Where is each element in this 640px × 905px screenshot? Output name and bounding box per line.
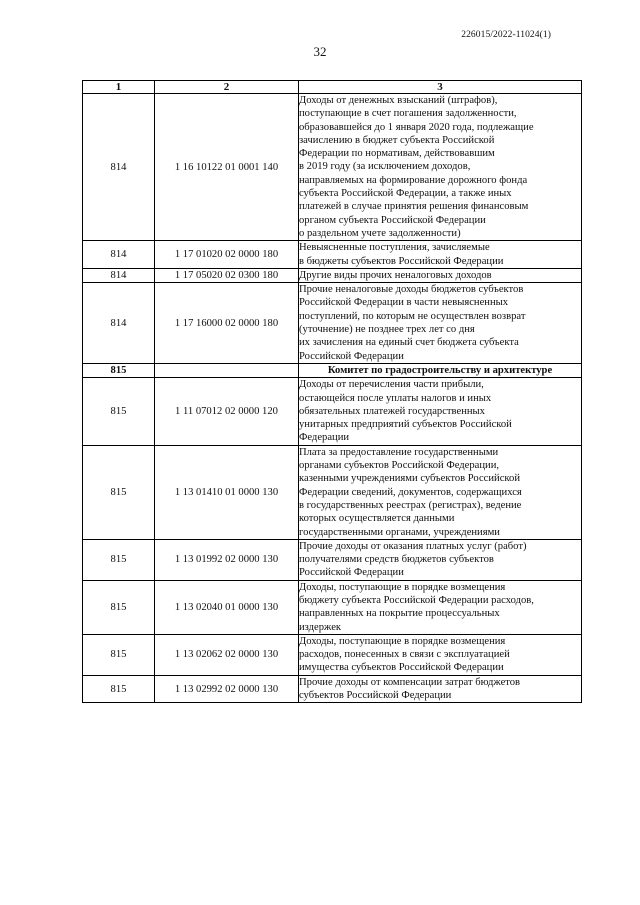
- income-name-cell: Доходы, поступающие в порядке возмещения бюджету субъекта Российской Федерации расходов, направленных на покрытие процессуальных издержек: [299, 580, 582, 634]
- admin-code-cell: 815: [83, 675, 155, 703]
- income-name-cell: Доходы от перечисления части прибыли, остающейся после уплаты налогов и иных обязательных платежей государственных унитарных предприятий субъектов Российской Федерации: [299, 378, 582, 445]
- table-body: [83, 94, 582, 703]
- budget-code-cell: 1 17 16000 02 0000 180: [155, 283, 299, 364]
- admin-code-cell: 815: [83, 378, 155, 445]
- section-header-row: [83, 363, 582, 377]
- budget-code-cell: 1 13 02040 01 0000 130: [155, 580, 299, 634]
- admin-code-cell: 815: [83, 445, 155, 539]
- income-name-cell: Доходы, поступающие в порядке возмещения расходов, понесенных в связи с эксплуатацией имущества субъектов Российской Федерации: [299, 634, 582, 675]
- table-row: [83, 539, 582, 580]
- header-col-3: 3: [299, 81, 582, 94]
- table-row: [83, 634, 582, 675]
- budget-code-cell: 1 16 10122 01 0001 140: [155, 94, 299, 241]
- admin-code-cell: 814: [83, 268, 155, 282]
- budget-code-cell: 1 11 07012 02 0000 120: [155, 378, 299, 445]
- admin-code-cell: 815: [83, 363, 155, 377]
- income-name-cell: Доходы от денежных взысканий (штрафов), поступающие в счет погашения задолженности, образовавшейся до 1 января 2020 года, подлежащие зачислению в бюджет субъекта Российской Федерации по нормативам, действовавшим в 2019 году (за исключением доходов, направляемых на формирование дорожного фонда субъекта Российской Федерации, а также иных платежей в случае принятия решения финансовым органом субъекта Российской Федерации о раздельном учете задолженности): [299, 94, 582, 241]
- admin-code-cell: 815: [83, 580, 155, 634]
- table-header-row: [83, 81, 582, 94]
- table-row: [83, 94, 582, 241]
- budget-code-cell: 1 13 01410 01 0000 130: [155, 445, 299, 539]
- budget-code-cell: 1 13 02992 02 0000 130: [155, 675, 299, 703]
- header-col-1: 1: [83, 81, 155, 94]
- document-id: 226015/2022-11024(1): [461, 30, 551, 40]
- income-name-cell: Плата за предоставление государственными органами субъектов Российской Федерации, казенными учреждениями субъектов Российской Федерации сведений, документов, содержащихся в государственных реестрах (регистрах), ведение которых осуществляется данными государственными органами, учреждениями: [299, 445, 582, 539]
- income-name-cell: Невыясненные поступления, зачисляемые в бюджеты субъектов Российской Федерации: [299, 241, 582, 269]
- budget-code-cell: 1 13 01992 02 0000 130: [155, 539, 299, 580]
- admin-code-cell: 815: [83, 539, 155, 580]
- income-name-cell: Прочие доходы от оказания платных услуг (работ) получателями средств бюджетов субъектов Российской Федерации: [299, 539, 582, 580]
- budget-code-cell: 1 17 05020 02 0300 180: [155, 268, 299, 282]
- header-col-2: 2: [155, 81, 299, 94]
- budget-revenue-table: [82, 80, 582, 703]
- table-row: [83, 675, 582, 703]
- budget-code-cell: 1 17 01020 02 0000 180: [155, 241, 299, 269]
- table-row: [83, 378, 582, 445]
- income-name-cell: Прочие доходы от компенсации затрат бюджетов субъектов Российской Федерации: [299, 675, 582, 703]
- admin-code-cell: 814: [83, 283, 155, 364]
- table-row: [83, 241, 582, 269]
- income-name-cell: Другие виды прочих неналоговых доходов: [299, 268, 582, 282]
- budget-code-cell: [155, 363, 299, 377]
- admin-code-cell: 814: [83, 94, 155, 241]
- income-name-cell: Комитет по градостроительству и архитектуре: [299, 363, 582, 377]
- budget-code-cell: 1 13 02062 02 0000 130: [155, 634, 299, 675]
- table-row: [83, 283, 582, 364]
- table-row: [83, 268, 582, 282]
- admin-code-cell: 814: [83, 241, 155, 269]
- table-row: [83, 580, 582, 634]
- page-number: 32: [313, 44, 327, 59]
- table-row: [83, 445, 582, 539]
- admin-code-cell: 815: [83, 634, 155, 675]
- income-name-cell: Прочие неналоговые доходы бюджетов субъектов Российской Федерации в части невыясненных поступлений, по которым не осуществлен возврат (уточнение) не позднее трех лет со дня их зачисления на единый счет бюджета субъекта Российской Федерации: [299, 283, 582, 364]
